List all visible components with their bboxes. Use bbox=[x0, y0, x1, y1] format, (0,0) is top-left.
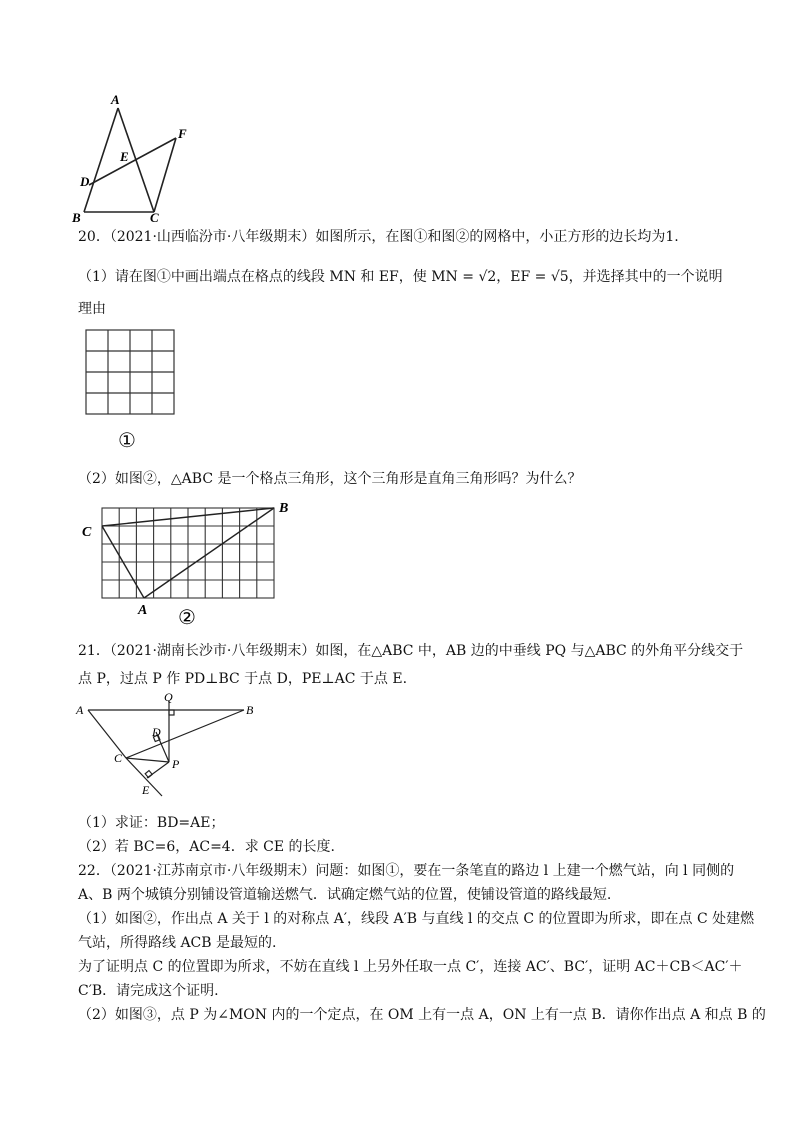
q21-part1: （1）求证：BD=AE； bbox=[78, 815, 225, 831]
q21-label-a: A bbox=[76, 703, 84, 717]
q22-line7: （2）如图③，点 P 为∠MON 内的一个定点，在 OM 上有一点 A，ON 上有一点 B．请你作出点 A 和点 B 的 bbox=[78, 1007, 766, 1023]
figure-q21 bbox=[74, 690, 274, 802]
q21-label-q: Q bbox=[164, 690, 173, 704]
grid-figure-1-label: ① bbox=[118, 428, 136, 452]
label-a: A bbox=[111, 92, 120, 107]
q20-part2: （2）如图②，△ABC 是一个格点三角形，这个三角形是直角三角形吗？为什么？ bbox=[78, 471, 582, 487]
figure-triangle-abc-def bbox=[70, 90, 200, 225]
fig2-label-c: C bbox=[82, 525, 92, 540]
q21-label-d: D bbox=[152, 725, 161, 739]
fig2-label-num: ② bbox=[178, 607, 196, 629]
fig2-label-a: A bbox=[138, 603, 148, 618]
label-d: D bbox=[80, 174, 90, 189]
q20-heading: 20．（2021·山西临汾市·八年级期末）如图所示，在图①和图②的网格中，小正方形的边长均为1. bbox=[78, 229, 679, 245]
label-c: C bbox=[150, 210, 159, 225]
q22-line1: 22．（2021·江苏南京市·八年级期末）问题：如图①，要在一条笔直的路边 l 上建一个燃气站，向 l 同侧的 bbox=[78, 863, 735, 879]
q21-label-p: P bbox=[172, 757, 180, 771]
q21-label-b: B bbox=[246, 703, 254, 717]
q21-label-c: C bbox=[114, 751, 123, 765]
q21-line1: 21．（2021·湖南长沙市·八年级期末）如图，在△ABC 中，AB 边的中垂线 PQ 与△ABC 的外角平分线交于 bbox=[78, 643, 744, 659]
q21-label-e: E bbox=[142, 783, 150, 797]
q22-line5: 为了证明点 C 的位置即为所求，不妨在直线 l 上另外任取一点 C′，连接 AC′、BC′，证明 AC＋CB＜AC′＋ bbox=[78, 959, 743, 975]
grid-figure-2 bbox=[74, 498, 304, 630]
q22-line4: 气站，所得路线 ACB 是最短的. bbox=[78, 935, 277, 951]
fig2-label-b: B bbox=[279, 501, 289, 516]
label-e: E bbox=[120, 149, 129, 164]
label-f: F bbox=[178, 126, 187, 141]
q20-part1-line2: 理由 bbox=[78, 301, 106, 317]
q20-part1-line1: （1）请在图①中画出端点在格点的线段 MN 和 EF，使 MN = √2，EF = √5，并选择其中的一个说明 bbox=[78, 269, 723, 285]
q21-part2: （2）若 BC=6，AC=4．求 CE 的长度. bbox=[78, 839, 335, 855]
label-b: B bbox=[72, 210, 81, 225]
q22-line3: （1）如图②，作出点 A 关于 l 的对称点 A′，线段 A′B 与直线 l 的交点 C 的位置即为所求，即在点 C 处建燃 bbox=[78, 911, 755, 927]
q22-line2: A、B 两个城镇分别铺设管道输送燃气．试确定燃气站的位置，使铺设管道的路线最短. bbox=[78, 887, 612, 903]
grid-figure-1 bbox=[84, 328, 184, 418]
q22-line6: C′B．请完成这个证明. bbox=[78, 983, 219, 999]
q21-line2: 点 P，过点 P 作 PD⊥BC 于点 D，PE⊥AC 于点 E. bbox=[78, 671, 408, 687]
